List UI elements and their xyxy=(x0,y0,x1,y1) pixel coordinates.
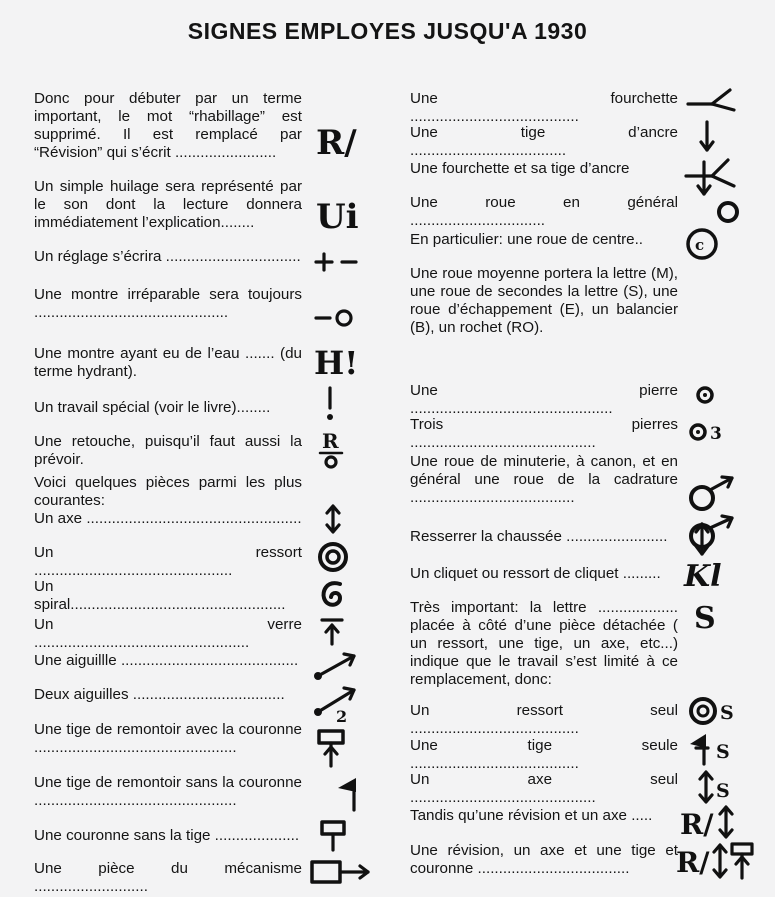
fourchette-tige-symbol xyxy=(680,156,744,200)
tige-ancre-symbol xyxy=(694,118,720,156)
entry-deux-aiguilles: Deux aiguilles .................................... xyxy=(34,686,285,703)
trois-pierres-symbol xyxy=(684,416,732,448)
entry-spiral: Un spiral................................................... xyxy=(34,578,286,613)
huilage-symbol xyxy=(314,194,364,236)
svg-text:c: c xyxy=(695,236,705,254)
entry-special: Un travail spécial (voir le livre)........ xyxy=(34,399,271,416)
ressort-symbol xyxy=(316,540,350,574)
entry-pieces: Voici quelques pièces parmi les plus courantes: xyxy=(34,474,302,509)
entry-eau: Une montre ayant eu de l’eau ....... (du terme hydrant). xyxy=(34,345,302,380)
entry-tige-avec-couronne: Une tige de remontoir avec la couronne ................................................ xyxy=(34,721,302,756)
svg-text:S: S xyxy=(716,780,730,802)
svg-text:R/: R/ xyxy=(676,846,710,879)
svg-text:Kl: Kl xyxy=(684,559,722,594)
entry-aiguille: Une aiguillle .......................................... xyxy=(34,652,299,669)
entry-fourchette-tige: Une fourchette et sa tige d’ancre xyxy=(410,160,630,177)
svg-text:S: S xyxy=(720,702,734,724)
svg-text:H!: H! xyxy=(314,344,359,382)
entry-roue: Une roue en général ................................ xyxy=(410,194,678,229)
deux-aiguilles-symbol xyxy=(310,682,362,724)
svg-text:Ui: Ui xyxy=(316,197,359,237)
minuterie-symbol xyxy=(686,474,742,514)
retouche-symbol xyxy=(312,428,352,472)
fourchette-symbol xyxy=(682,86,742,116)
axe-symbol xyxy=(320,502,346,536)
chaussee-symbol xyxy=(686,514,742,558)
entry-reglage: Un réglage s’écrira ................................ xyxy=(34,248,301,265)
entry-verre: Un verre ................................................... xyxy=(34,616,302,651)
entry-ressort: Un ressort ............................................... xyxy=(34,544,302,579)
entry-irreparable: Une montre irréparable sera toujours .............................................. xyxy=(34,286,302,321)
entry-retouche: Une retouche, puisqu’il faut aussi la prévoir. xyxy=(34,433,302,468)
entry-piece-mecanisme: Une pièce du mécanisme ........................... xyxy=(34,860,302,895)
svg-text:2: 2 xyxy=(336,707,348,726)
entry-pierre: Une pierre ................................................ xyxy=(410,382,678,417)
verre-symbol xyxy=(318,614,346,648)
entry-trois-pierres: Trois pierres ............................................ xyxy=(410,416,678,451)
entry-tige-ancre: Une tige d’ancre ..................................... xyxy=(410,124,678,159)
entry-revision-axe: Tandis qu’une révision et un axe ..... xyxy=(410,807,653,824)
aiguille-symbol xyxy=(310,648,362,684)
svg-text:R: R xyxy=(322,429,339,453)
entry-cliquet: Un cliquet ou ressort de cliquet ......... xyxy=(410,565,661,582)
ressort-seul-symbol xyxy=(688,694,744,728)
entry-roue-moyenne: Une roue moyenne portera la lettre (M), une roue de secondes la lettre (S), une roue d’échappement (E), un balancier (B), un rochet (RO). xyxy=(410,265,678,336)
tige-sans-couronne-symbol xyxy=(330,774,368,814)
special-symbol xyxy=(318,384,342,424)
entry-roue-centre: En particulier: une roue de centre.. xyxy=(410,231,644,248)
entry-huilage: Un simple huilage sera représenté par le son dont la lecture donnera immédiatement l’explication........ xyxy=(34,178,302,231)
irreparable-symbol xyxy=(312,304,362,332)
revision-symbol xyxy=(312,120,362,164)
entry-ressort-seul: Un ressort seul ........................................ xyxy=(410,702,678,737)
important-symbol xyxy=(690,596,726,636)
revision-axe-tige-symbol xyxy=(676,840,766,884)
entry-chaussee: Resserrer la chaussée ........................ xyxy=(410,528,668,545)
roue-centre-symbol xyxy=(682,226,722,262)
entry-tige-seule: Une tige seule ........................................ xyxy=(410,737,678,772)
axe-seul-symbol xyxy=(694,768,742,806)
entry-axe: Un axe ................................................... xyxy=(34,510,302,527)
cliquet-symbol xyxy=(682,554,738,594)
roue-symbol xyxy=(712,196,744,228)
svg-text:S: S xyxy=(694,601,716,636)
eau-symbol xyxy=(312,342,362,382)
spiral-symbol xyxy=(318,578,348,610)
reglage-symbol xyxy=(312,248,362,276)
revision-axe-symbol xyxy=(680,802,744,842)
tige-avec-couronne-symbol xyxy=(314,726,350,770)
entry-tige-sans-couronne: Une tige de remontoir sans la couronne ................................................ xyxy=(34,774,302,809)
piece-mecanisme-symbol xyxy=(308,856,374,890)
entry-revision: Donc pour débuter par un terme important, le mot “rhabillage” est supprimé. Il est remplacé par “Révision” qui s’écrit ........................ xyxy=(34,90,302,161)
entry-revision-axe-tige: Une révision, un axe et une tige et couronne .................................... xyxy=(410,842,678,877)
entry-axe-seul: Un axe seul ............................................ xyxy=(410,771,678,806)
page-title: SIGNES EMPLOYES JUSQU'A 1930 xyxy=(187,18,588,44)
entry-fourchette: Une fourchette ........................................ xyxy=(410,90,678,125)
svg-text:3: 3 xyxy=(710,424,722,444)
svg-text:S: S xyxy=(716,741,730,763)
pierre-symbol xyxy=(690,380,720,410)
entry-couronne-sans-tige: Une couronne sans la tige .................... xyxy=(34,827,300,844)
entry-minuterie: Une roue de minuterie, à canon, et en général une roue de la cadrature ....................................... xyxy=(410,453,678,506)
tige-seule-symbol xyxy=(684,730,740,768)
svg-text:R/: R/ xyxy=(316,123,357,163)
entry-important: Très important: la lettre ................... placée à côté d’une pièce détachée ( un ressort, une tige, un axe, etc...) indique que le travail s’est limité à ce remplacement, donc: xyxy=(410,599,678,688)
svg-text:R/: R/ xyxy=(680,808,714,841)
